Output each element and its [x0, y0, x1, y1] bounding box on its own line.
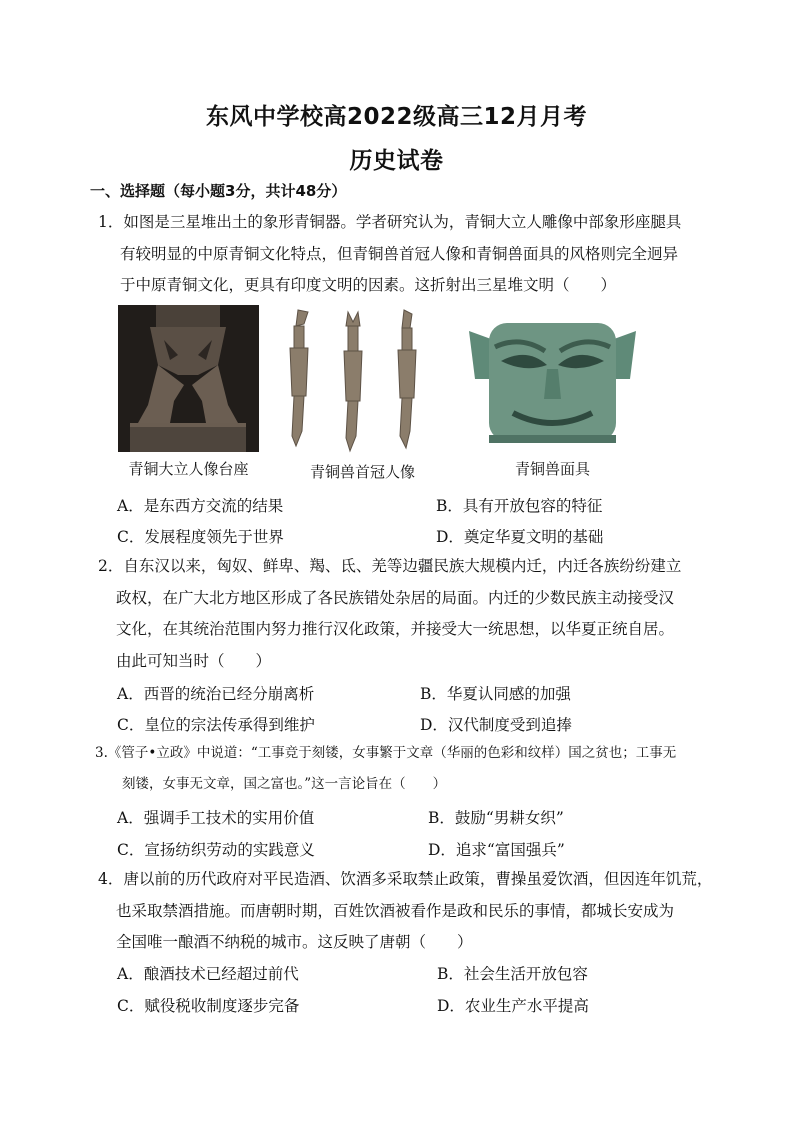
question-4-line-3: 全国唯一酿酒不纳税的城市。这反映了唐朝（ ）	[116, 933, 473, 951]
question-4-option-d: D．农业生产水平提高	[437, 997, 589, 1015]
question-4-option-c: C．赋役税收制度逐步完备	[117, 997, 300, 1015]
question-1-option-a: A．是东西方交流的结果	[117, 497, 284, 515]
question-4-option-a: A．酿酒技术已经超过前代	[117, 965, 299, 983]
question-1	[98, 207, 681, 302]
question-2-option-d: D．汉代制度受到追捧	[420, 716, 572, 734]
exam-title: 东风中学校高2022级高三12月月考	[205, 104, 588, 130]
question-3-option-b: B．鼓励“男耕女织”	[428, 809, 564, 827]
question-1-option-b: B．具有开放包容的特征	[436, 497, 603, 515]
beast-head-figure-image	[278, 306, 443, 456]
question-3	[95, 738, 676, 800]
question-2-option-a: A．西晋的统治已经分崩离析	[117, 685, 315, 703]
question-2-option-c: C．皇位的宗法传承得到维护	[117, 716, 315, 734]
question-2-line-3: 文化，在其统治范围内努力推行汉化政策，并接受大一统思想，以华夏正统自居。	[116, 620, 675, 638]
question-2	[98, 551, 681, 677]
section-heading: 一、选择题（每小题3分，共计48分）	[90, 182, 347, 200]
question-1-line-2: 有较明显的中原青铜文化特点，但青铜兽首冠人像和青铜兽面具的风格则完全迥异	[120, 244, 679, 263]
question-2-line-4: 由此可知当时（ ）	[116, 651, 272, 670]
question-1-line-3: 于中原青铜文化，更具有印度文明的因素。这折射出三星堆文明（ ）	[120, 276, 617, 294]
question-1-line-1: 1．如图是三星堆出土的象形青铜器。学者研究认为，青铜大立人雕像中部象形座腿具	[98, 213, 682, 231]
question-3-option-c: C．宣扬纺织劳动的实践意义	[117, 841, 315, 859]
question-1-option-d: D．奠定华夏文明的基础	[436, 528, 604, 546]
question-4	[98, 864, 712, 959]
question-1-option-c: C．发展程度领先于世界	[117, 528, 284, 546]
question-3-line-1: 3.《管子•立政》中说道：“工事竞于刻镂，女事繁于文章（华丽的色彩和纹样）国之贫也；工事无	[95, 745, 677, 761]
mask-caption: 青铜兽面具	[514, 460, 590, 478]
question-4-line-2: 也采取禁酒措施。而唐朝时期，百姓饮酒被看作是政和民乐的事情，都城长安成为	[116, 901, 675, 920]
exam-subtitle: 历史试卷	[349, 148, 444, 174]
pedestal-caption: 青铜大立人像台座	[128, 460, 249, 478]
question-3-option-d: D．追求“富国强兵”	[428, 841, 565, 859]
question-2-line-1: 2．自东汉以来，匈奴、鲜卑、羯、氐、羌等边疆民族大规模内迁，内迁各族纷纷建立	[98, 557, 682, 575]
question-4-line-1: 4．唐以前的历代政府对平民造酒、饮酒多采取禁止政策，曹操虽爱饮酒，但因连年饥荒，	[98, 870, 713, 888]
question-3-line-2: 刻镂，女事无文章，国之富也。”这一言论旨在（ ）	[122, 776, 447, 792]
bronze-mask-image	[465, 317, 640, 449]
question-2-line-2: 政权，在广大北方地区形成了各民族错处杂居的局面。内迁的少数民族主动接受汉	[116, 588, 675, 607]
bronze-pedestal-image	[118, 305, 259, 452]
question-4-option-b: B．社会生活开放包容	[437, 965, 588, 983]
question-3-option-a: A．强调手工技术的实用价值	[117, 809, 315, 827]
question-2-option-b: B．华夏认同感的加强	[420, 685, 571, 703]
beast-head-figure-caption: 青铜兽首冠人像	[309, 463, 415, 481]
